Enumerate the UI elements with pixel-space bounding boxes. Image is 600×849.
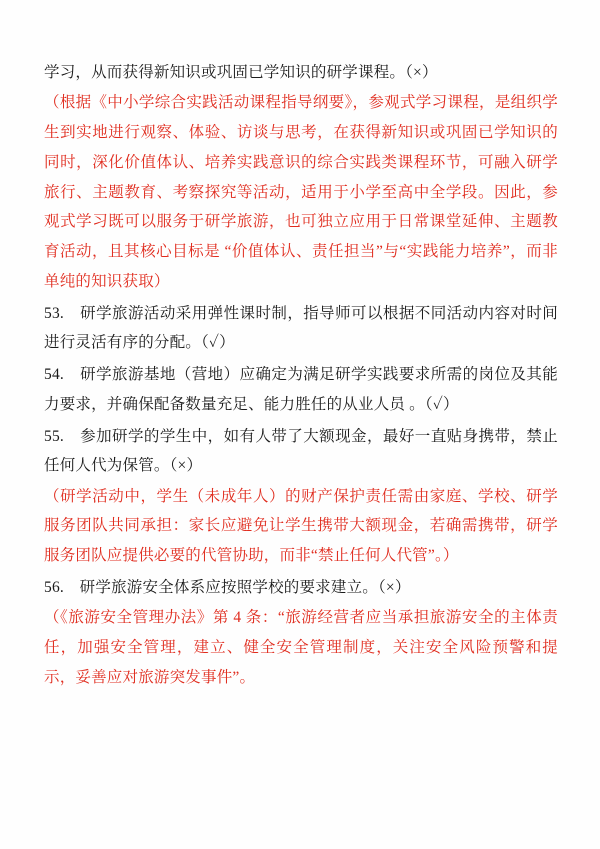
paragraph-question-56: 56. 研学旅游安全体系应按照学校的要求建立。（×） [44, 578, 411, 596]
paragraph-continuation-text: 学习，从而获得新知识或巩固已学知识的研学课程。（×） [44, 64, 438, 81]
paragraph-question-53: 53. 研学旅游活动采用弹性课时制，指导师可以根据不同活动内容对时间进行灵活有序的分配。（✓） [44, 304, 558, 352]
paragraph-explanation-56: （《旅游安全管理办法》第 4 条：“旅游经营者应当承担旅游安全的主体责任，加强安全管理，建立、健全安全管理制度，关注安全风险预警和提示，妥善应对旅游突发事件”。 [44, 609, 558, 686]
document-body [44, 58, 558, 692]
paragraph-question-54: 54. 研学旅游基地（营地）应确定为满足研学实践要求所需的岗位及其能力要求，并确保配备数量充足、能力胜任的从业人员 。（✓） [44, 366, 558, 413]
paragraph-explanation-55: （研学活动中，学生（未成年人）的财产保护责任需由家庭、学校、研学服务团队共同承担：家长应避免让学生携带大额现金，若确需携带，研学服务团队应提供必要的代管协助，而非“禁止任何人代管”。） [44, 487, 558, 564]
paragraph-explanation-52: （根据《中小学综合实践活动课程指导纲要》，参观式学习课程，是组织学生到实地进行观察、体验、访谈与思考，在获得新知识或巩固已学知识的同时，深化价值体认、培养实践意识的综合实践类课程环节，可融入研学旅行、主题教育、考察探究等活动，适用于小学至高中全学段。因此，参观式学习既可以服务于研学旅游，也可独立应用于日常课堂延伸、主题教育活动，且其核心目标是 “价值体认、责任担当”与“实践能力培养”，而非单纯的知识获取） [44, 94, 558, 290]
paragraph-question-55: 55. 参加研学的学生中，如有人带了大额现金，最好一直贴身携带，禁止任何人代为保管。（×） [44, 427, 558, 475]
